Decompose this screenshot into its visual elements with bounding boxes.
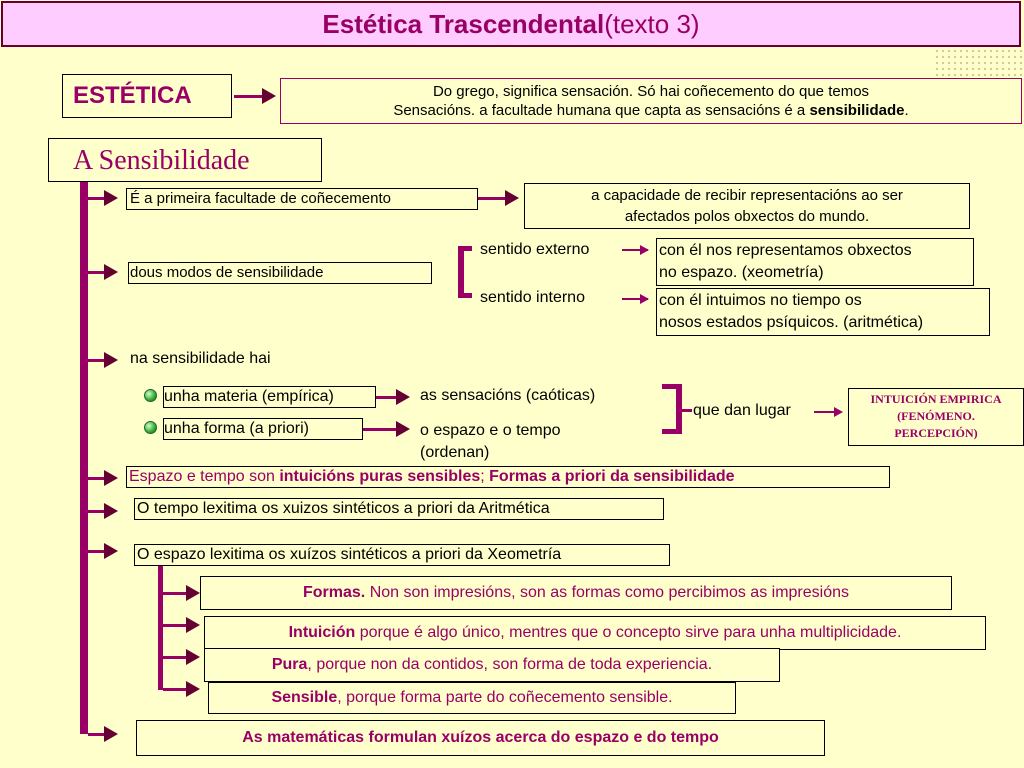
lugar-bracket-top	[662, 384, 682, 389]
title-sub: (texto 3)	[604, 9, 700, 39]
pura-text: , porque non da contidos, son forma de toda experiencia.	[307, 656, 713, 673]
definition-line-2-text: Sensacións. a facultade humana que capta as sensacións é a	[393, 102, 810, 119]
estetica-box: ESTÉTICA	[62, 74, 232, 118]
que-dan-lugar: que dan lugar	[693, 402, 791, 419]
arrow-espazo-tempo-head	[104, 470, 118, 486]
matematicas-box: As matemáticas formulan xuízos acerca do espazo e do tempo	[136, 720, 825, 756]
arrow-lugar-head	[834, 407, 843, 417]
definition-bold: sensibilidade	[809, 102, 905, 119]
sensible-bold: Sensible	[271, 689, 338, 706]
espazo-tempo-text	[420, 420, 561, 464]
intuicion-empirica-box	[848, 388, 1024, 446]
arrow-externo-head	[640, 245, 649, 255]
materia-box: unha materia (empírica)	[163, 386, 376, 408]
formas-bold: Formas.	[303, 584, 366, 601]
definition-line-2	[281, 101, 1021, 120]
interno-definition	[656, 288, 990, 336]
externo-def-line-2: no espazo. (xeometría)	[659, 264, 824, 281]
sentido-externo: sentido externo	[480, 241, 590, 258]
sensibilidade-title: A Sensibilidade	[48, 138, 322, 182]
capacidade-line-2: afectados polos obxectos do mundo.	[624, 208, 870, 225]
arrow-sensible-head	[186, 681, 200, 697]
intuicion-line-2: (FENÓMENO.	[897, 409, 975, 423]
espazo-tempo-line-2: (ordenan)	[420, 444, 490, 461]
intuicion-line-1: INTUICIÓN EMPIRICA	[870, 392, 1002, 406]
bullet-materia	[144, 389, 157, 402]
intuicions-puras: intuicións puras sensibles	[279, 468, 481, 485]
arrow-primeira-head	[104, 190, 118, 206]
sentido-interno: sentido interno	[480, 289, 585, 306]
arrow-dous-head	[104, 264, 118, 280]
arrow-formas-head	[186, 585, 200, 601]
arrow-pura-head	[186, 649, 200, 665]
capacidade-box	[524, 183, 970, 229]
na-sensibilidade-hai: na sensibilidade hai	[130, 350, 271, 367]
intuicion-box	[204, 616, 986, 650]
intuicion-line-3: PERCEPCIÓN)	[894, 426, 978, 440]
espazo-xeometria-box: O espazo lexitima os xuízos sintéticos a priori da Xeometría	[134, 544, 670, 566]
sensible-box	[208, 682, 736, 714]
interno-def-line-2: nosos estados psíquicos. (aritmética)	[659, 314, 924, 331]
definition-line-1: Do grego, significa sensación. Só hai coñecemento do que temos	[432, 83, 870, 100]
modos-bracket-top	[458, 246, 472, 251]
bullet-forma	[144, 421, 157, 434]
sensible-text: , porque forma parte do coñecemento sensible.	[337, 689, 673, 706]
formas-text: Non son impresións, son as formas como percibimos as impresións	[365, 584, 849, 601]
pura-box	[204, 648, 780, 682]
intuicion-bold: Intuición	[288, 624, 356, 641]
pura-bold: Pura	[271, 656, 308, 673]
capacidade-line-1: a capacidade de recibir representacións ao ser	[591, 187, 903, 204]
arrow-interno-head	[640, 294, 649, 304]
title-main: Estética Trascendental	[322, 9, 605, 39]
forma-box: unha forma (a priori)	[163, 418, 363, 440]
espazo-tempo-line-1: o espazo e o tempo	[420, 422, 561, 439]
lugar-bracket-tick	[682, 409, 692, 412]
separator: ;	[480, 468, 490, 485]
estetica-definition	[280, 78, 1022, 124]
arrow-intuicion-head	[186, 617, 200, 633]
decorative-dots	[934, 48, 1024, 78]
arrow-capacidade-line	[478, 197, 508, 200]
secondary-vertical-bar	[158, 566, 163, 690]
sensacions-text: as sensacións (caóticas)	[420, 387, 596, 404]
modos-bracket-bottom	[458, 293, 472, 298]
externo-def-line-1: con él nos representamos obxectos	[659, 242, 912, 259]
formas-a-priori: Formas a priori da sensibilidade	[489, 468, 735, 485]
arrow-hai-head	[104, 352, 118, 368]
formas-box	[200, 576, 952, 610]
main-vertical-bar	[80, 182, 88, 734]
arrow-tempo-head	[104, 503, 118, 519]
espazo-tempo-son-text: Espazo e tempo son	[129, 468, 280, 485]
interno-def-line-1: con él intuimos no tiempo os	[659, 292, 862, 309]
modos-bracket	[458, 246, 464, 298]
externo-definition	[656, 238, 974, 286]
arrow-final-head	[104, 726, 118, 742]
page-title	[1, 1, 1021, 47]
lugar-bracket-bottom	[662, 429, 682, 434]
primeira-facultade-box: É a primeira facultade de coñecemento	[126, 188, 478, 210]
dous-modos-box: dous modos de sensibilidade	[128, 262, 432, 284]
arrow-espazo-head	[104, 543, 118, 559]
arrow-forma-head	[396, 421, 410, 437]
espazo-tempo-son-box	[126, 466, 890, 488]
arrow-capacidade-head	[505, 190, 519, 206]
intuicion-text: porque é algo único, mentres que o concepto sirve para unha multiplicidade.	[355, 624, 902, 641]
arrow-materia-head	[396, 389, 410, 405]
definition-end: .	[904, 102, 909, 119]
estetica-arrow-head	[262, 88, 276, 104]
tempo-aritmetica-box: O tempo lexitima os xuizos sintéticos a priori da Aritmética	[134, 498, 664, 520]
